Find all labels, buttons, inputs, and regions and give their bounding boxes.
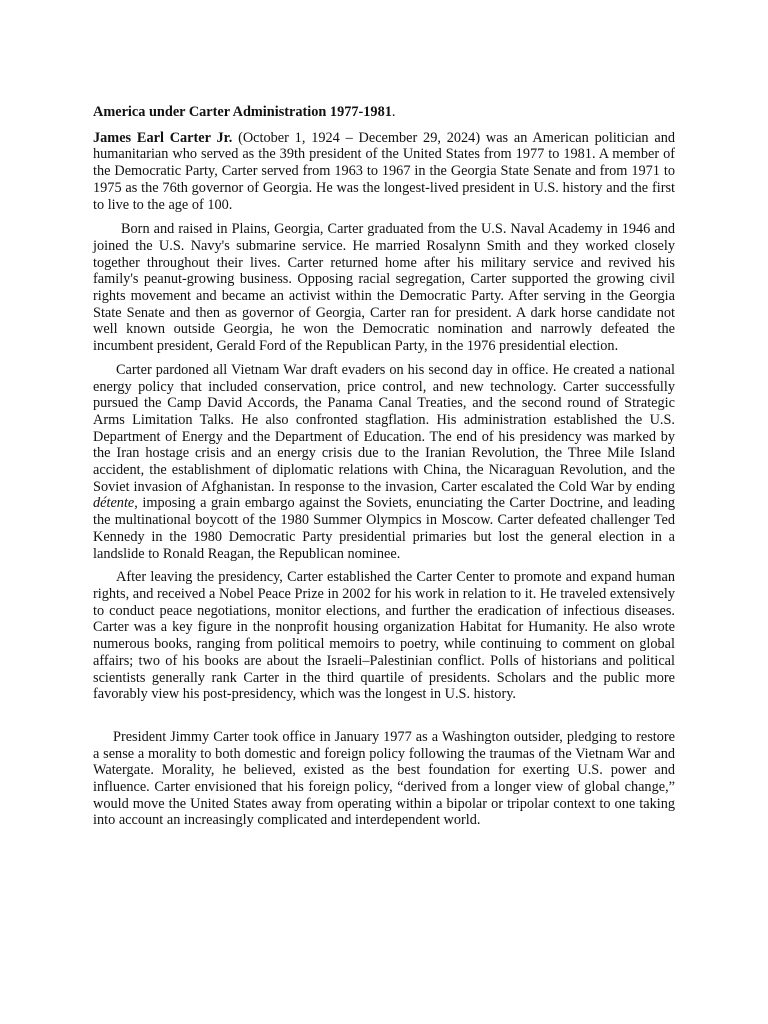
paragraph-early-life: Born and raised in Plains, Georgia, Carter graduated from the U.S. Naval Academy in 1946 and joined the U.S. Navy's submarine service. He married Rosalynn Smith and they worked closely together throughout their lives. Carter returned home after his military service and revived his family's peanut-growing business. Opposing racial segregation, Carter supported the growing civil rights movement and became an activist within the Democratic Party. After serving in the Georgia State Senate and then as governor of Georgia, Carter ran for president. A dark horse candidate not well known outside Georgia, he won the Democratic nomination and narrowly defeated the incumbent president, Gerald Ford of the Republican Party, in the 1976 presidential election.	[93, 221, 675, 355]
document-page	[93, 104, 675, 829]
paragraph-foreign-policy: President Jimmy Carter took office in January 1977 as a Washington outsider, pledging to restore a sense a morality to both domestic and foreign policy following the traumas of the Vietnam War and Watergate. Morality, he believed, existed as the best foundation for exerting U.S. power and influence. Carter envisioned that his foreign policy, “derived from a longer view of global change,” would move the United States away from operating within a bipolar or tripolar context to one taking into account an increasingly complicated and interdependent world.	[93, 728, 675, 829]
detente-term: détente	[93, 495, 135, 512]
paragraph-3-text-after: , imposing a grain embargo against the Soviets, enunciating the Carter Doctrine, and leading the multinational boycott of the 1980 Summer Olympics in Moscow. Carter defeated challenger Ted Kennedy in the 1980 Democratic Party presidential primaries but lost the general election in a landslide to Ronald Reagan, the Republican nominee.	[93, 495, 675, 562]
paragraph-1-text: (October 1, 1924 – December 29, 2024) was an American politician and humanitarian who served as the 39th president of the United States from 1977 to 1981. A member of the Democratic Party, Carter served from 1963 to 1967 in the Georgia State Senate and from 1971 to 1975 as the 76th governor of Georgia. He was the longest-lived president in U.S. history and the first to live to the age of 100.	[93, 129, 675, 213]
document-title-text: America under Carter Administration 1977-1981	[93, 104, 392, 120]
paragraph-biography-intro	[93, 130, 675, 214]
document-title-period: .	[391, 104, 396, 120]
paragraph-3-text-before: Carter pardoned all Vietnam War draft evaders on his second day in office. He created a national energy policy that included conservation, price control, and new technology. Carter successfully pursued the Camp David Accords, the Panama Canal Treaties, and the second round of Strategic Arms Limitation Talks. He also confronted stagflation. His administration established the U.S. Department of Energy and the Department of Education. The end of his presidency was marked by the Iran hostage crisis and an energy crisis due to the Iranian Revolution, the Three Mile Island accident, the establishment of diplomatic relations with China, the Nicaraguan Revolution, and the Soviet invasion of Afghanistan. In response to the invasion, Carter escalated the Cold War by ending	[93, 361, 675, 495]
subject-name: James Earl Carter Jr.	[93, 129, 233, 146]
document-title	[93, 104, 675, 121]
paragraph-post-presidency: After leaving the presidency, Carter established the Carter Center to promote and expand human rights, and received a Nobel Peace Prize in 2002 for his work in relation to it. He traveled extensively to conduct peace negotiations, monitor elections, and further the eradication of infectious diseases. Carter was a key figure in the nonprofit housing organization Habitat for Humanity. He also wrote numerous books, ranging from political memoirs to poetry, while continuing to comment on global affairs; two of his books are about the Israeli–Palestinian conflict. Polls of historians and political scientists generally rank Carter in the third quartile of presidents. Scholars and the public more favorably view his post-presidency, which was the longest in U.S. history.	[93, 569, 675, 703]
paragraph-presidency	[93, 362, 675, 562]
